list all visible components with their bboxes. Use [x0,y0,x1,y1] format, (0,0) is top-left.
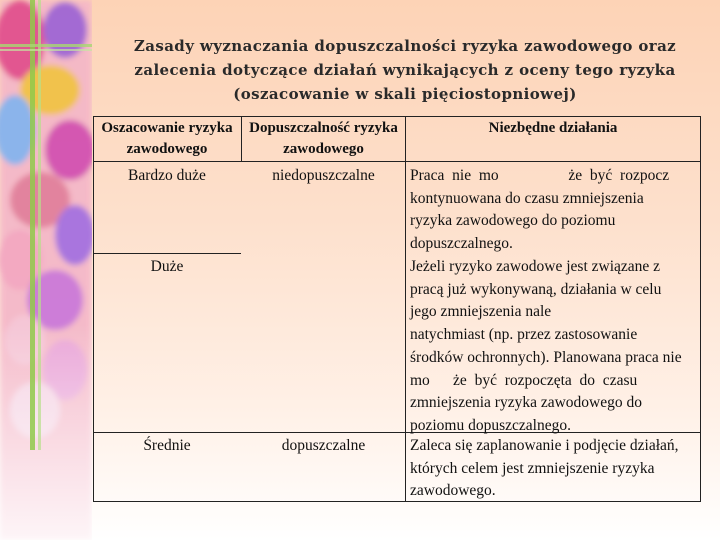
action-line: ryzyka zawodowego do poziomu [410,212,616,230]
row2-level: Duże [150,258,184,275]
table-header-divider [93,161,701,162]
header-required-actions: Niezbędne działania [488,120,618,136]
action-line: mo że być rozpoczęta do czasu [410,371,638,389]
row1-acceptability: niedopuszczalne [272,167,375,184]
col-divider-2 [405,116,406,502]
action-line: pracą już wykonywaną, działania w celu [410,280,662,298]
action-line: zawodowego. [410,482,496,500]
row1-actions [410,165,698,256]
action-line: jego zmniejszenia nale [410,303,552,321]
action-line: zmniejszenia ryzyka zawodowego do [410,394,642,412]
action-line: dopuszczalnego. [410,235,513,253]
row2-actions [410,256,698,438]
action-line: Zaleca się zaplanowanie i podjęcie działań, [410,437,679,454]
action-line: Jeżeli ryzyko zawodowe jest związane z [410,258,661,275]
row1-level: Bardzo duże [128,167,206,184]
slide-title [110,34,700,106]
decorative-watercolor-strip [0,0,92,540]
header-risk-assessment: Oszacowanie ryzyka zawodowego [101,120,233,157]
header-acceptability: Dopuszczalność ryzyka zawodowego [249,120,398,157]
action-line: poziomu dopuszczalnego. [410,416,571,434]
action-line: kontynuowana do czasu zmniejszenia [410,189,644,207]
risk-table [93,116,701,502]
row3-acceptability: dopuszczalne [281,437,366,454]
row3-level: Średnie [143,437,191,454]
action-line: Praca nie mo że być rozpocz [410,167,670,184]
action-line: środków ochronnych). Planowana praca nie [410,348,682,366]
title-line-3: (oszacowanie w skali pięciostopniowej) [233,85,577,103]
row3-actions [410,435,698,503]
action-line: natychmiast (np. przez zastosowanie [410,326,638,344]
title-line-1: Zasady wyznaczania dopuszczalności ryzyka zawodowego oraz [133,37,677,55]
row-divider-1 [93,253,241,254]
action-line: których celem jest zmniejszenie ryzyka [410,459,655,477]
table-border-right [700,116,701,502]
title-line-2: zalecenia dotyczące działań wynikających z oceny tego ryzyka [134,61,676,79]
table-border-top [93,116,701,117]
